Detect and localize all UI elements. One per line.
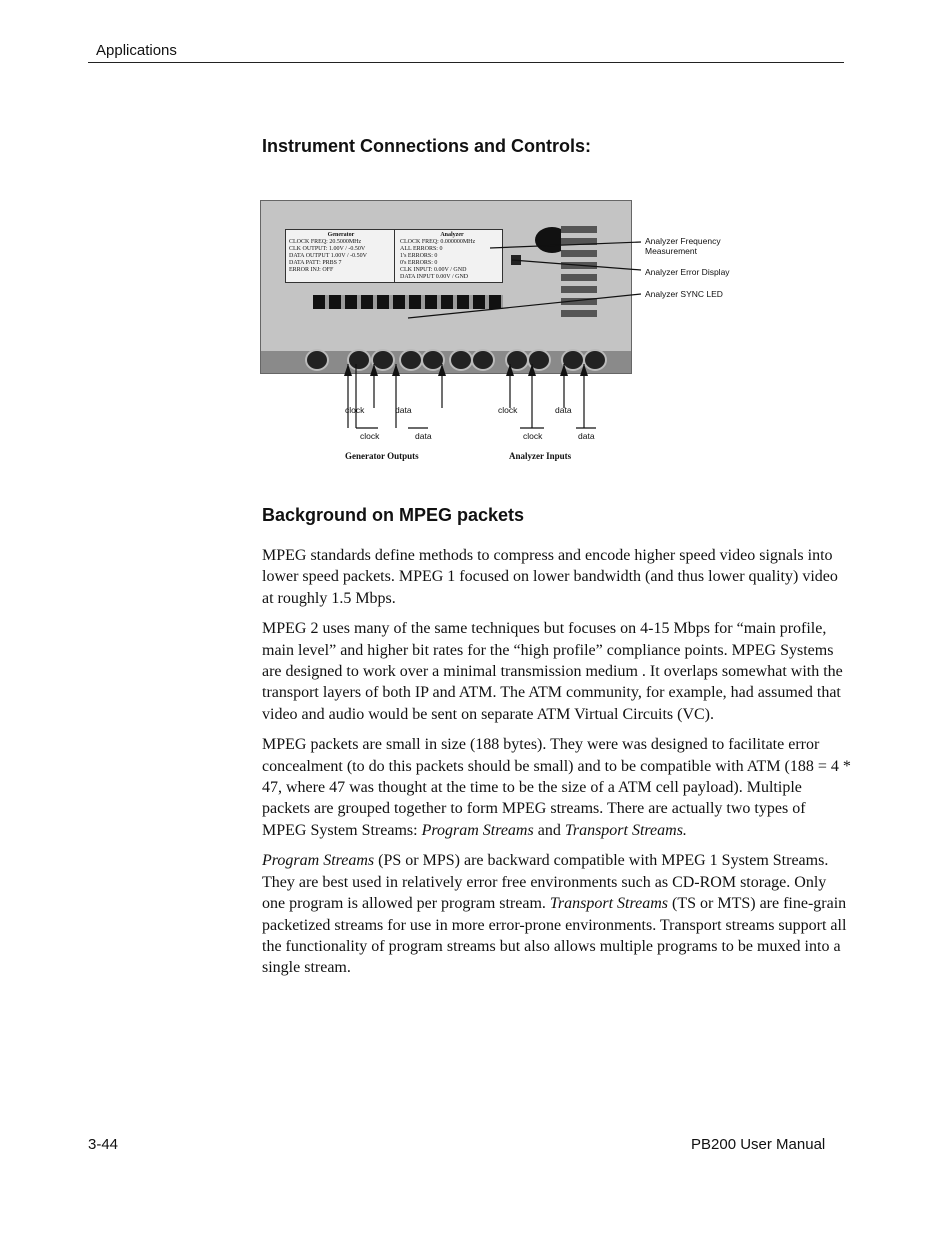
generator-title: Generator: [327, 232, 355, 238]
screen-line: ALL ERRORS: 0: [400, 246, 443, 252]
emphasis-transport-streams: Transport Streams: [549, 895, 669, 913]
text-run: and: [533, 821, 565, 839]
label-data: data: [415, 431, 432, 441]
label-clock: clock: [498, 405, 518, 415]
screen-line: CLOCK FREQ: 20.5000MHz: [289, 239, 362, 245]
label-data: data: [395, 405, 412, 415]
emphasis-transport-streams: Transport Streams.: [564, 821, 687, 839]
connections-heading: Instrument Connections and Controls:: [262, 136, 592, 156]
text-run: (TS or MTS) are fine-grain packetized streams for use in more error-prone environments. Transport streams support all the functionality of program streams but also allows multiple programs to be muxed into a single stream.: [262, 895, 847, 977]
caption-generator-outputs: Generator Outputs: [345, 451, 419, 461]
callout-line: Analyzer Error Display: [645, 267, 730, 277]
callout-line: Measurement: [645, 246, 697, 256]
label-clock: clock: [523, 431, 543, 441]
screen-line: DATA PATT: PRBS 7: [289, 260, 342, 266]
callout-sync-led: [645, 289, 723, 299]
label-data: data: [578, 431, 595, 441]
paragraph: [262, 734, 852, 841]
screen-line: 1's ERRORS: 0: [400, 253, 438, 259]
callout-frequency: [645, 236, 721, 256]
emphasis-program-streams: Program Streams: [262, 852, 375, 870]
caption-analyzer-inputs: Analyzer Inputs: [509, 451, 572, 461]
analyzer-title: Analyzer: [440, 232, 464, 238]
screen-line: CLK INPUT: 0.00V / GND: [400, 267, 467, 273]
text-run: MPEG packets are small in size (188 bytes). They were was designed to facilitate error concealment (to do this packets should be small) and to be compatible with ATM (188 = 4 * 47, where 47 was thought at the time to be the size of a ATM cell payload). Multiple packets are grouped together to form MPEG streams. There are actually two types of MPEG System Streams:: [262, 736, 851, 839]
label-clock: clock: [345, 405, 365, 415]
screen-line: 0's ERRORS: 0: [400, 260, 438, 266]
callout-line: Analyzer Frequency: [645, 236, 721, 246]
callout-lines: [258, 196, 858, 472]
body-text: [262, 545, 852, 988]
paragraph: MPEG standards define methods to compress and encode higher speed video signals into lower speed packets. MPEG 1 focused on lower bandwidth (and thus lower quality) video at roughly 1.5 Mbps.: [262, 547, 838, 607]
running-header: [88, 40, 844, 63]
screen-line: ERROR INJ: OFF: [289, 267, 334, 273]
label-data: data: [555, 405, 572, 415]
screen-line: CLK OUTPUT: 1.00V / -0.50V: [289, 246, 366, 252]
page-number: 3-44: [88, 1136, 119, 1153]
screen-line: DATA OUTPUT 1.00V / -0.50V: [289, 253, 367, 259]
screen-line: DATA INPUT 0.00V / GND: [400, 274, 469, 280]
callout-line: Analyzer SYNC LED: [645, 289, 723, 299]
emphasis-program-streams: Program Streams: [421, 821, 534, 839]
text-run: (PS or MPS) are backward compatible with MPEG 1 System Streams. They are best used in relatively error free environments such as CD-ROM storage. Only one program is allowed per program stream.: [262, 852, 829, 913]
label-clock: clock: [360, 431, 380, 441]
instrument-figure: [258, 196, 858, 472]
background-heading: Background on MPEG packets: [262, 505, 525, 525]
manual-title: PB200 User Manual: [691, 1136, 826, 1153]
callout-error-display: [645, 267, 730, 277]
screen-line: CLOCK FREQ: 0.000000MHz: [400, 239, 476, 245]
paragraph: MPEG 2 uses many of the same techniques but focuses on 4-15 Mbps for “main profile, main level” and higher bit rates for the “high profile” compliance points. MPEG Systems are designed to work over a minimal transmission medium . It overlaps somewhat with the transport layers of both IP and ATM. The ATM community, for example, had assumed that video and audio would be sent on separate ATM Virtual Circuits (VC).: [262, 620, 843, 723]
section-name: Applications: [96, 42, 177, 59]
paragraph: [262, 850, 852, 978]
